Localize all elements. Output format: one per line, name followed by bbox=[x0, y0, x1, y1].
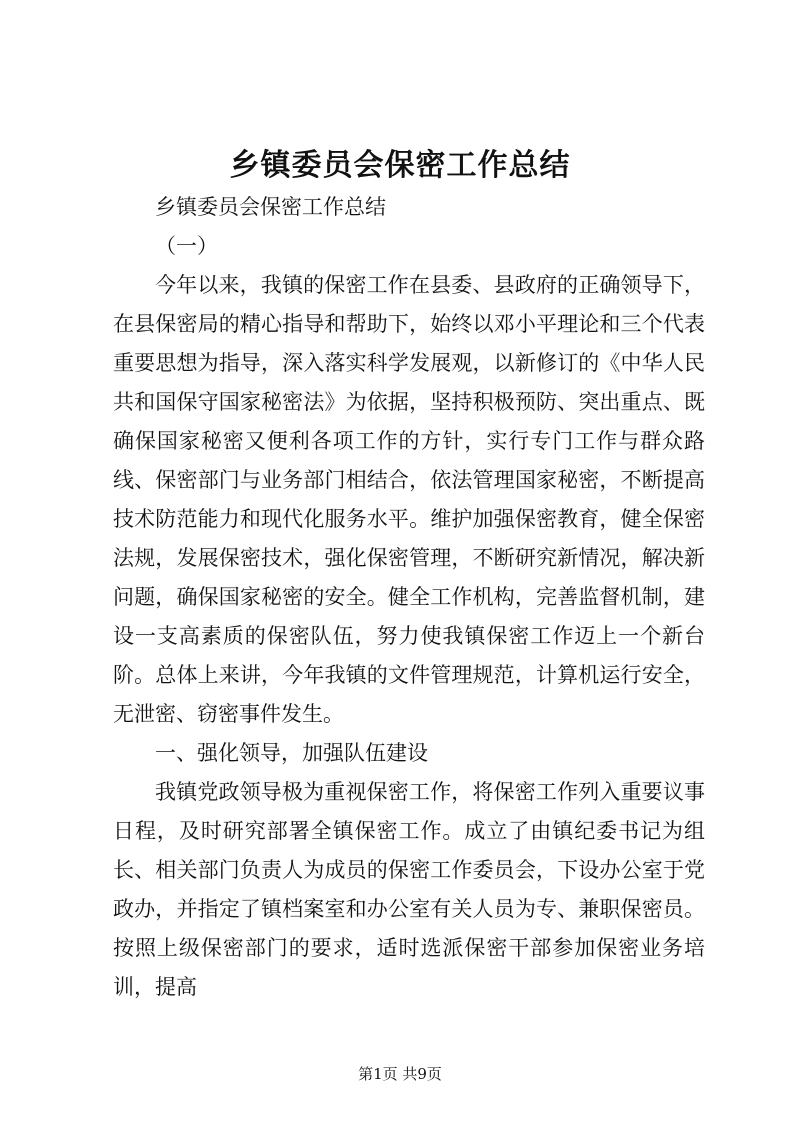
document-body bbox=[113, 188, 705, 1007]
section-number-paragraph: （一） bbox=[155, 234, 218, 258]
page-footer: 第1页 共9页 bbox=[358, 1065, 442, 1083]
intro-paragraph: 今年以来，我镇的保密工作在县委、县政府的正确领导下，在县保密局的精心指导和帮助下，始终以邓小平理论和三个代表重要思想为指导，深入落实科学发展观，以新修订的《中华人民共和国保守国家秘密法》为依据，坚持积极预防、突出重点、既确保国家秘密又便利各项工作的方针，实行专门工作与群众路线、保密部门与业务部门相结合，依法管理国家秘密，不断提高技术防范能力和现代化服务水平。维护加强保密教育，健全保密法规，发展保密技术，强化保密管理，不断研究新情况，解决新问题，确保国家秘密的安全。健全工作机构，完善监督机制，建设一支高素质的保密队伍，努力使我镇保密工作迈上一个新台阶。总体上来讲，今年我镇的文件管理规范，计算机运行安全，无泄密、窃密事件发生。 bbox=[113, 273, 705, 726]
subtitle-paragraph: 乡镇委员会保密工作总结 bbox=[155, 195, 386, 219]
section-heading: 一、强化领导，加强队伍建设 bbox=[155, 741, 428, 765]
document-title: 乡镇委员会保密工作总结 bbox=[229, 148, 571, 183]
section-body-paragraph: 我镇党政领导极为重视保密工作，将保密工作列入重要议事日程，及时研究部署全镇保密工作。成立了由镇纪委书记为组长、相关部门负责人为成员的保密工作委员会，下设办公室于党政办，并指定了镇档案室和办公室有关人员为专、兼职保密员。按照上级保密部门的要求，适时选派保密干部参加保密业务培训，提高 bbox=[113, 780, 705, 999]
